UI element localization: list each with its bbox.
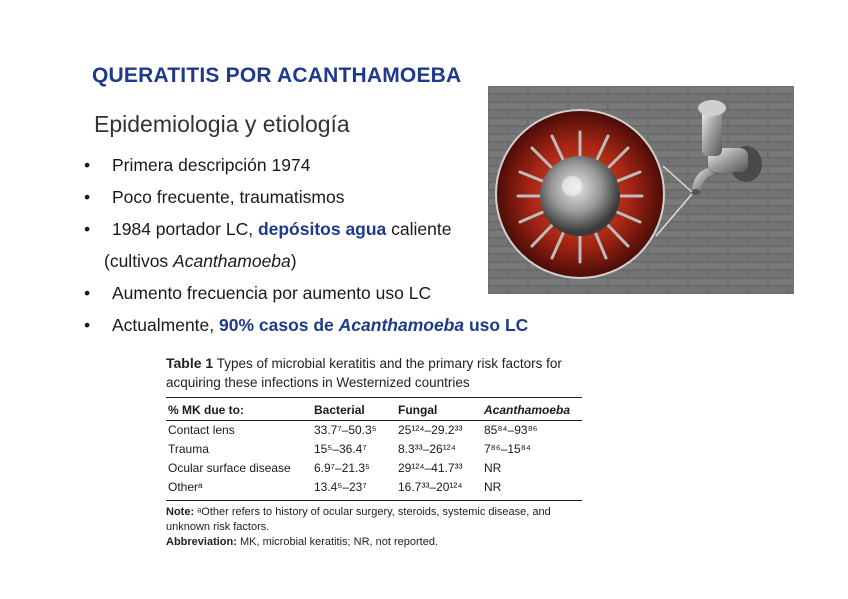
table-row: Otherᵃ 13.4⁵–23⁷ 16.7³³–20¹²⁴ NR bbox=[168, 480, 502, 494]
column-header: % MK due to: bbox=[168, 403, 244, 417]
table-row: Ocular surface disease 6.9⁷–21.3⁵ 29¹²⁴–41.7³³ NR bbox=[168, 461, 502, 475]
bullet-dot-icon: • bbox=[84, 219, 91, 239]
bullet-dot-icon: • bbox=[84, 187, 91, 207]
table-header-row bbox=[166, 398, 582, 420]
amoeba-tap-image bbox=[488, 86, 794, 294]
bullet-item: • Aumento frecuencia por aumento uso LC bbox=[84, 280, 564, 312]
bullet-continuation: (cultivos Acanthamoeba) bbox=[104, 251, 297, 271]
table-bottom-rule bbox=[166, 500, 582, 501]
slide-subtitle: Epidemiologia y etiología bbox=[94, 111, 350, 137]
highlight-text: Acanthamoeba bbox=[338, 315, 465, 335]
highlight-text: depósitos agua bbox=[257, 219, 387, 239]
bullet-dot-icon: • bbox=[84, 315, 91, 335]
highlight-text: uso LC bbox=[464, 315, 529, 335]
bullet-item: • Primera descripción 1974 bbox=[84, 152, 564, 184]
table-caption: Table 1 Types of microbial keratitis and the primary risk factors for acquiring these infections in Westernized countries bbox=[166, 355, 562, 390]
risk-factor-table bbox=[166, 354, 582, 550]
column-header: Fungal bbox=[398, 403, 438, 417]
table-row: Contact lens 33.7⁷–50.3⁵ 25¹²⁴–29.2³³ 85⁸⁴–93⁸⁶ bbox=[168, 423, 538, 437]
amoeba-and-tap-illustration-icon bbox=[488, 86, 794, 294]
bullet-dot-icon: • bbox=[84, 283, 91, 303]
bullet-item: • Poco frecuente, traumatismos bbox=[84, 184, 564, 216]
bullet-item: • 1984 portador LC, depósitos agua caliente bbox=[84, 216, 564, 248]
bullet-item: • Actualmente, 90% casos de Acanthamoeba uso LC bbox=[84, 312, 564, 344]
column-header: Bacterial bbox=[314, 403, 365, 417]
table-row: Trauma 15⁵–36.4⁷ 8.3³³–26¹²⁴ 7⁸⁶–15⁸⁴ bbox=[168, 442, 531, 456]
slide-title: QUERATITIS POR ACANTHAMOEBA bbox=[92, 64, 462, 87]
table-note: Note: ᵃOther refers to history of ocular surgery, steroids, systemic disease, and unknown risk factors. Abbreviation: MK, microbial keratitis; NR, not reported. bbox=[166, 506, 551, 548]
bullet-dot-icon: • bbox=[84, 155, 91, 175]
column-header: Acanthamoeba bbox=[484, 403, 571, 417]
highlight-text: 90% casos de bbox=[219, 315, 339, 335]
